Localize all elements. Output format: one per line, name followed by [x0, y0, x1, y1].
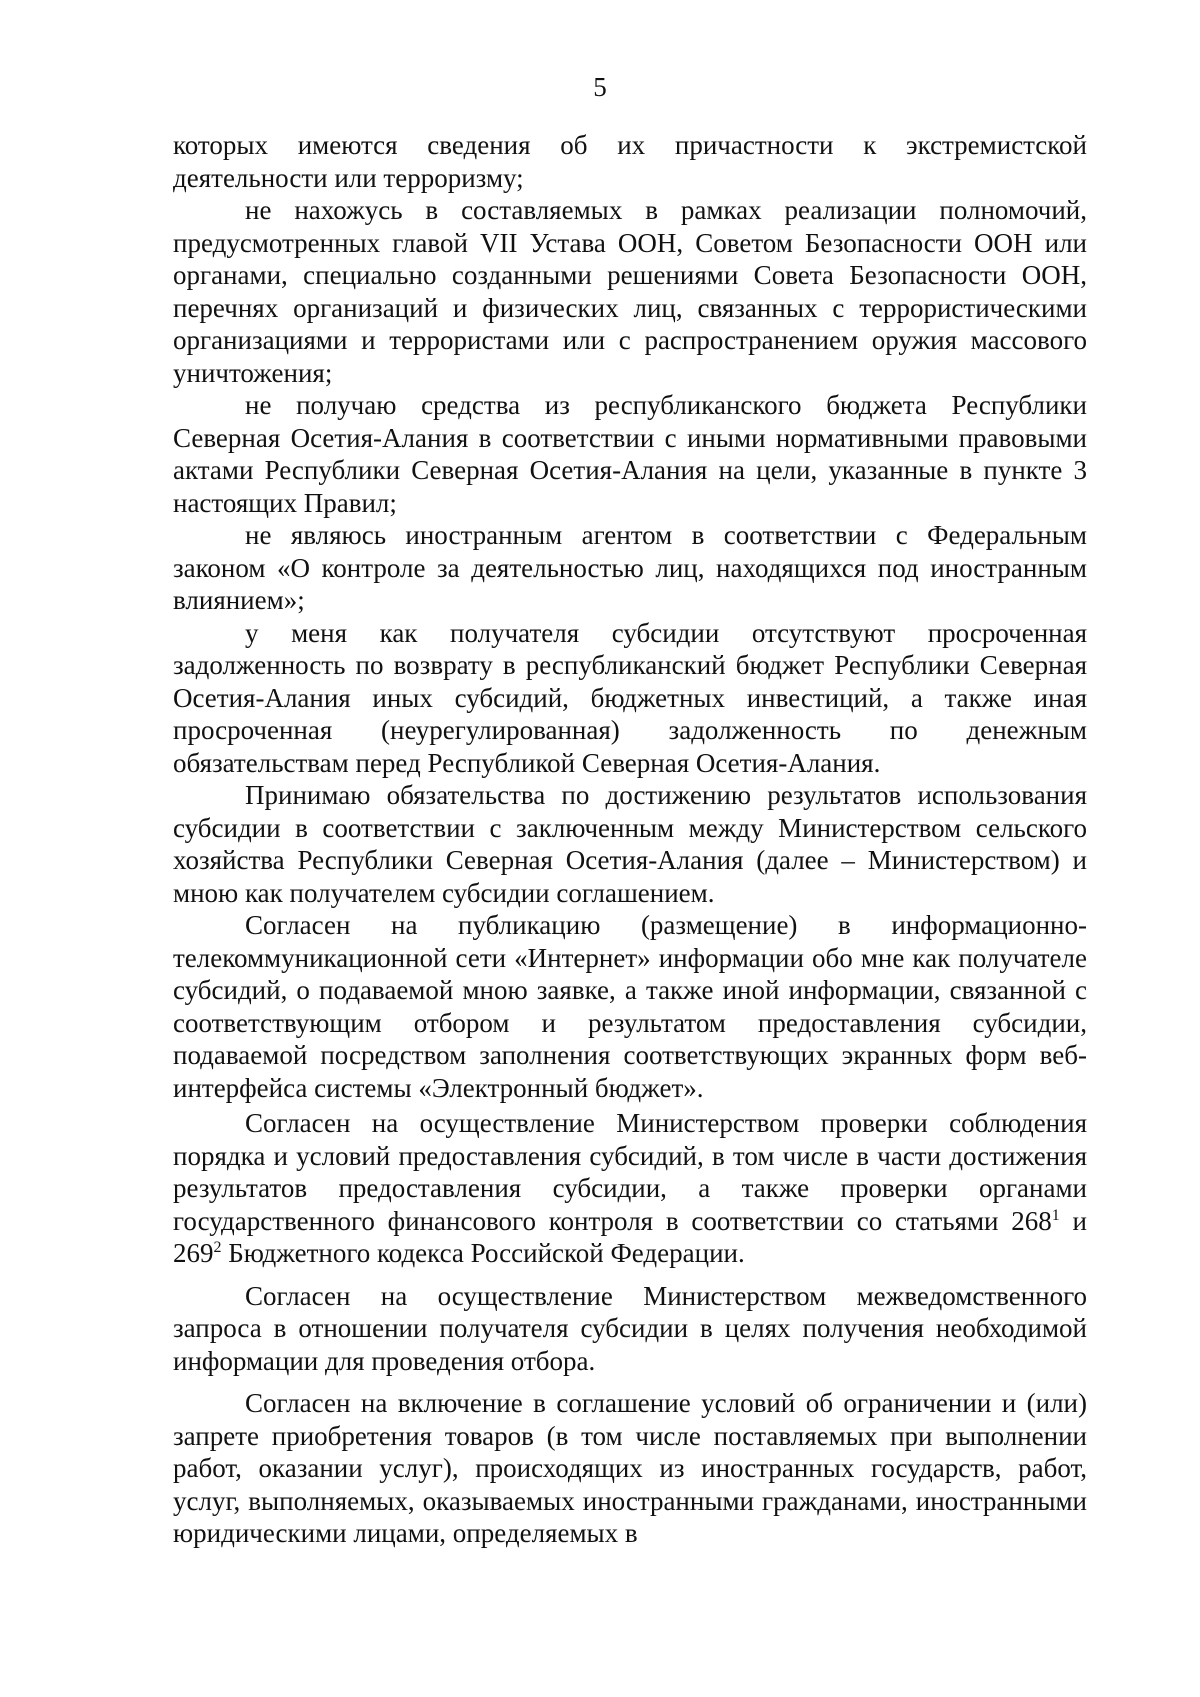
paragraph-inspection-consent: [173, 1107, 1087, 1270]
paragraph-un-sanctions: не нахожусь в составляемых в рамках реализации полномочий, предусмотренных главой VII Устава ООН, Советом Безопасности ООН или органами, специально созданными решениями Совета Безопасности ООН, перечнях организаций и физических лиц, связанных с террористическими организациями и террористами или с распространением оружия массового уничтожения;: [173, 195, 1087, 388]
paragraph-no-debt: у меня как получателя субсидии отсутствуют просроченная задолженность по возврату в республиканский бюджет Республики Северная Осетия-Алания иных субсидий, бюджетных инвестиций, а также иная просроченная (неурегулированная) задолженность по денежным обязательствам перед Республикой Северная Осетия-Алания.: [173, 617, 1087, 778]
document-body: [173, 129, 1087, 1550]
superscript-2: 2: [213, 1239, 222, 1256]
inspection-text-after: Бюджетного кодекса Российской Федерации.: [221, 1238, 745, 1268]
paragraph-not-foreign-agent: не являюсь иностранным агентом в соответствии с Федеральным законом «О контроле за деятельностью лиц, находящихся под иностранным влиянием»;: [173, 520, 1087, 615]
inspection-text-before: Согласен на осуществление Министерством проверки соблюдения порядка и условий предоставления субсидий, в том числе в части достижения результатов предоставления субсидии, а также проверки органами государственного финансового контроля в соответствии со статьями 268: [173, 1108, 1087, 1236]
paragraph-procurement-restrictions: Согласен на включение в соглашение условий об ограничении и (или) запрете приобретения товаров (в том числе поставляемых при выполнении работ, оказании услуг), происходящих из иностранных государств, работ, услуг, выполняемых, оказываемых иностранными гражданами, иностранными юридическими лицами, определяемых в: [173, 1388, 1087, 1548]
page-number: 5: [593, 72, 607, 102]
superscript-1: 1: [1051, 1206, 1060, 1224]
paragraph-continuation: которых имеются сведения об их причастности к экстремистской деятельности или терроризму;: [173, 130, 1087, 193]
paragraph-publication-consent: Согласен на публикацию (размещение) в информационно-телекоммуникационной сети «Интернет» информации обо мне как получателе субсидий, о подаваемой мною заявке, а также иной информации, связанной с соответствующим отбором и результатом предоставления субсидии, подаваемой посредством заполнения соответствующих экранных форм веб-интерфейса системы «Электронный бюджет».: [173, 910, 1087, 1103]
inspection-text-middle: и 269: [173, 1205, 1087, 1268]
paragraph-interagency-request: Согласен на осуществление Министерством межведомственного запроса в отношении получателя субсидии в целях получения необходимой информации для проведения отбора.: [173, 1280, 1087, 1376]
paragraph-no-other-funds: не получаю средства из республиканского бюджета Республики Северная Осетия-Алания в соответствии с иными нормативными правовыми актами Республики Северная Осетия-Алания на цели, указанные в пункте 3 настоящих Правил;: [173, 390, 1087, 518]
paragraph-obligations: Принимаю обязательства по достижению результатов использования субсидии в соответствии с заключенным между Министерством сельского хозяйства Республики Северная Осетия-Алания (далее – Министерством) и мною как получателем субсидии соглашением.: [173, 780, 1087, 908]
